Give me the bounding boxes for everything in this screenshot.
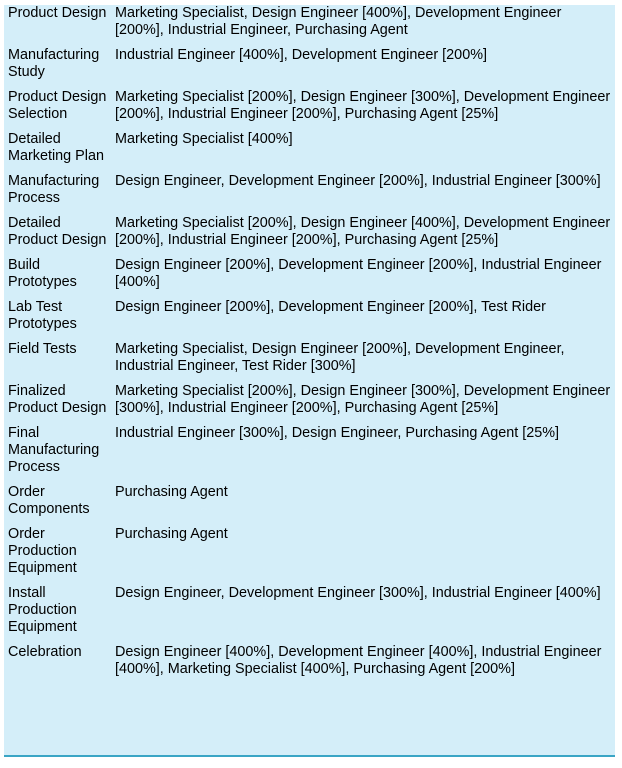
table-row <box>4 644 615 686</box>
task-resources: Purchasing Agent <box>115 526 228 542</box>
task-name: Field Tests <box>8 341 77 357</box>
task-name: Order Production Equipment <box>8 526 77 576</box>
table-row <box>4 299 615 341</box>
task-name: Build Prototypes <box>8 257 77 290</box>
task-name: Install Production Equipment <box>8 585 77 635</box>
task-resources: Design Engineer, Development Engineer [200%], Industrial Engineer [300%] <box>115 173 601 189</box>
task-name: Celebration <box>8 644 82 660</box>
table-row <box>4 425 615 484</box>
task-resources: Marketing Specialist [200%], Design Engineer [300%], Development Engineer [300%], Industrial Engineer [200%], Purchasing Agent [25%] <box>115 383 611 416</box>
table-row <box>4 47 615 89</box>
task-resources: Marketing Specialist, Design Engineer [200%], Development Engineer, Industrial Engineer, Test Rider [300%] <box>115 341 565 374</box>
task-resource-table <box>4 5 615 686</box>
task-name: Detailed Product Design <box>8 215 107 248</box>
task-resources: Marketing Specialist [200%], Design Engineer [400%], Development Engineer [200%], Industrial Engineer [200%], Purchasing Agent [25%] <box>115 215 611 248</box>
task-name: Manufacturing Study <box>8 47 100 80</box>
task-resources: Design Engineer [200%], Development Engineer [200%], Test Rider <box>115 299 546 315</box>
table-row <box>4 383 615 425</box>
table-row <box>4 89 615 131</box>
task-name: Product Design <box>8 5 107 21</box>
table-row <box>4 341 615 383</box>
table-row <box>4 585 615 644</box>
table-row <box>4 131 615 173</box>
task-name: Manufacturing Process <box>8 173 100 206</box>
task-name: Finalized Product Design <box>8 383 107 416</box>
task-name: Final Manufacturing Process <box>8 425 100 475</box>
table-row <box>4 484 615 526</box>
table-row <box>4 5 615 47</box>
task-resources: Industrial Engineer [400%], Development Engineer [200%] <box>115 47 487 63</box>
task-resources: Marketing Specialist, Design Engineer [400%], Development Engineer [200%], Industrial Engineer, Purchasing Agent <box>115 5 562 38</box>
table-row <box>4 526 615 585</box>
task-resources: Purchasing Agent <box>115 484 228 500</box>
task-resource-panel <box>4 5 615 757</box>
task-resources: Design Engineer [400%], Development Engineer [400%], Industrial Engineer [400%], Marketing Specialist [400%], Purchasing Agent [200%] <box>115 644 602 677</box>
task-resources: Industrial Engineer [300%], Design Engineer, Purchasing Agent [25%] <box>115 425 559 441</box>
task-name: Lab Test Prototypes <box>8 299 77 332</box>
table-row <box>4 257 615 299</box>
task-name: Detailed Marketing Plan <box>8 131 104 164</box>
task-name: Product Design Selection <box>8 89 107 122</box>
task-resources: Design Engineer [200%], Development Engineer [200%], Industrial Engineer [400%] <box>115 257 602 290</box>
task-resources: Marketing Specialist [200%], Design Engineer [300%], Development Engineer [200%], Industrial Engineer [200%], Purchasing Agent [25%] <box>115 89 611 122</box>
task-resources: Marketing Specialist [400%] <box>115 131 293 147</box>
task-resources: Design Engineer, Development Engineer [300%], Industrial Engineer [400%] <box>115 585 601 601</box>
task-name: Order Components <box>8 484 90 517</box>
table-row <box>4 215 615 257</box>
table-row <box>4 173 615 215</box>
